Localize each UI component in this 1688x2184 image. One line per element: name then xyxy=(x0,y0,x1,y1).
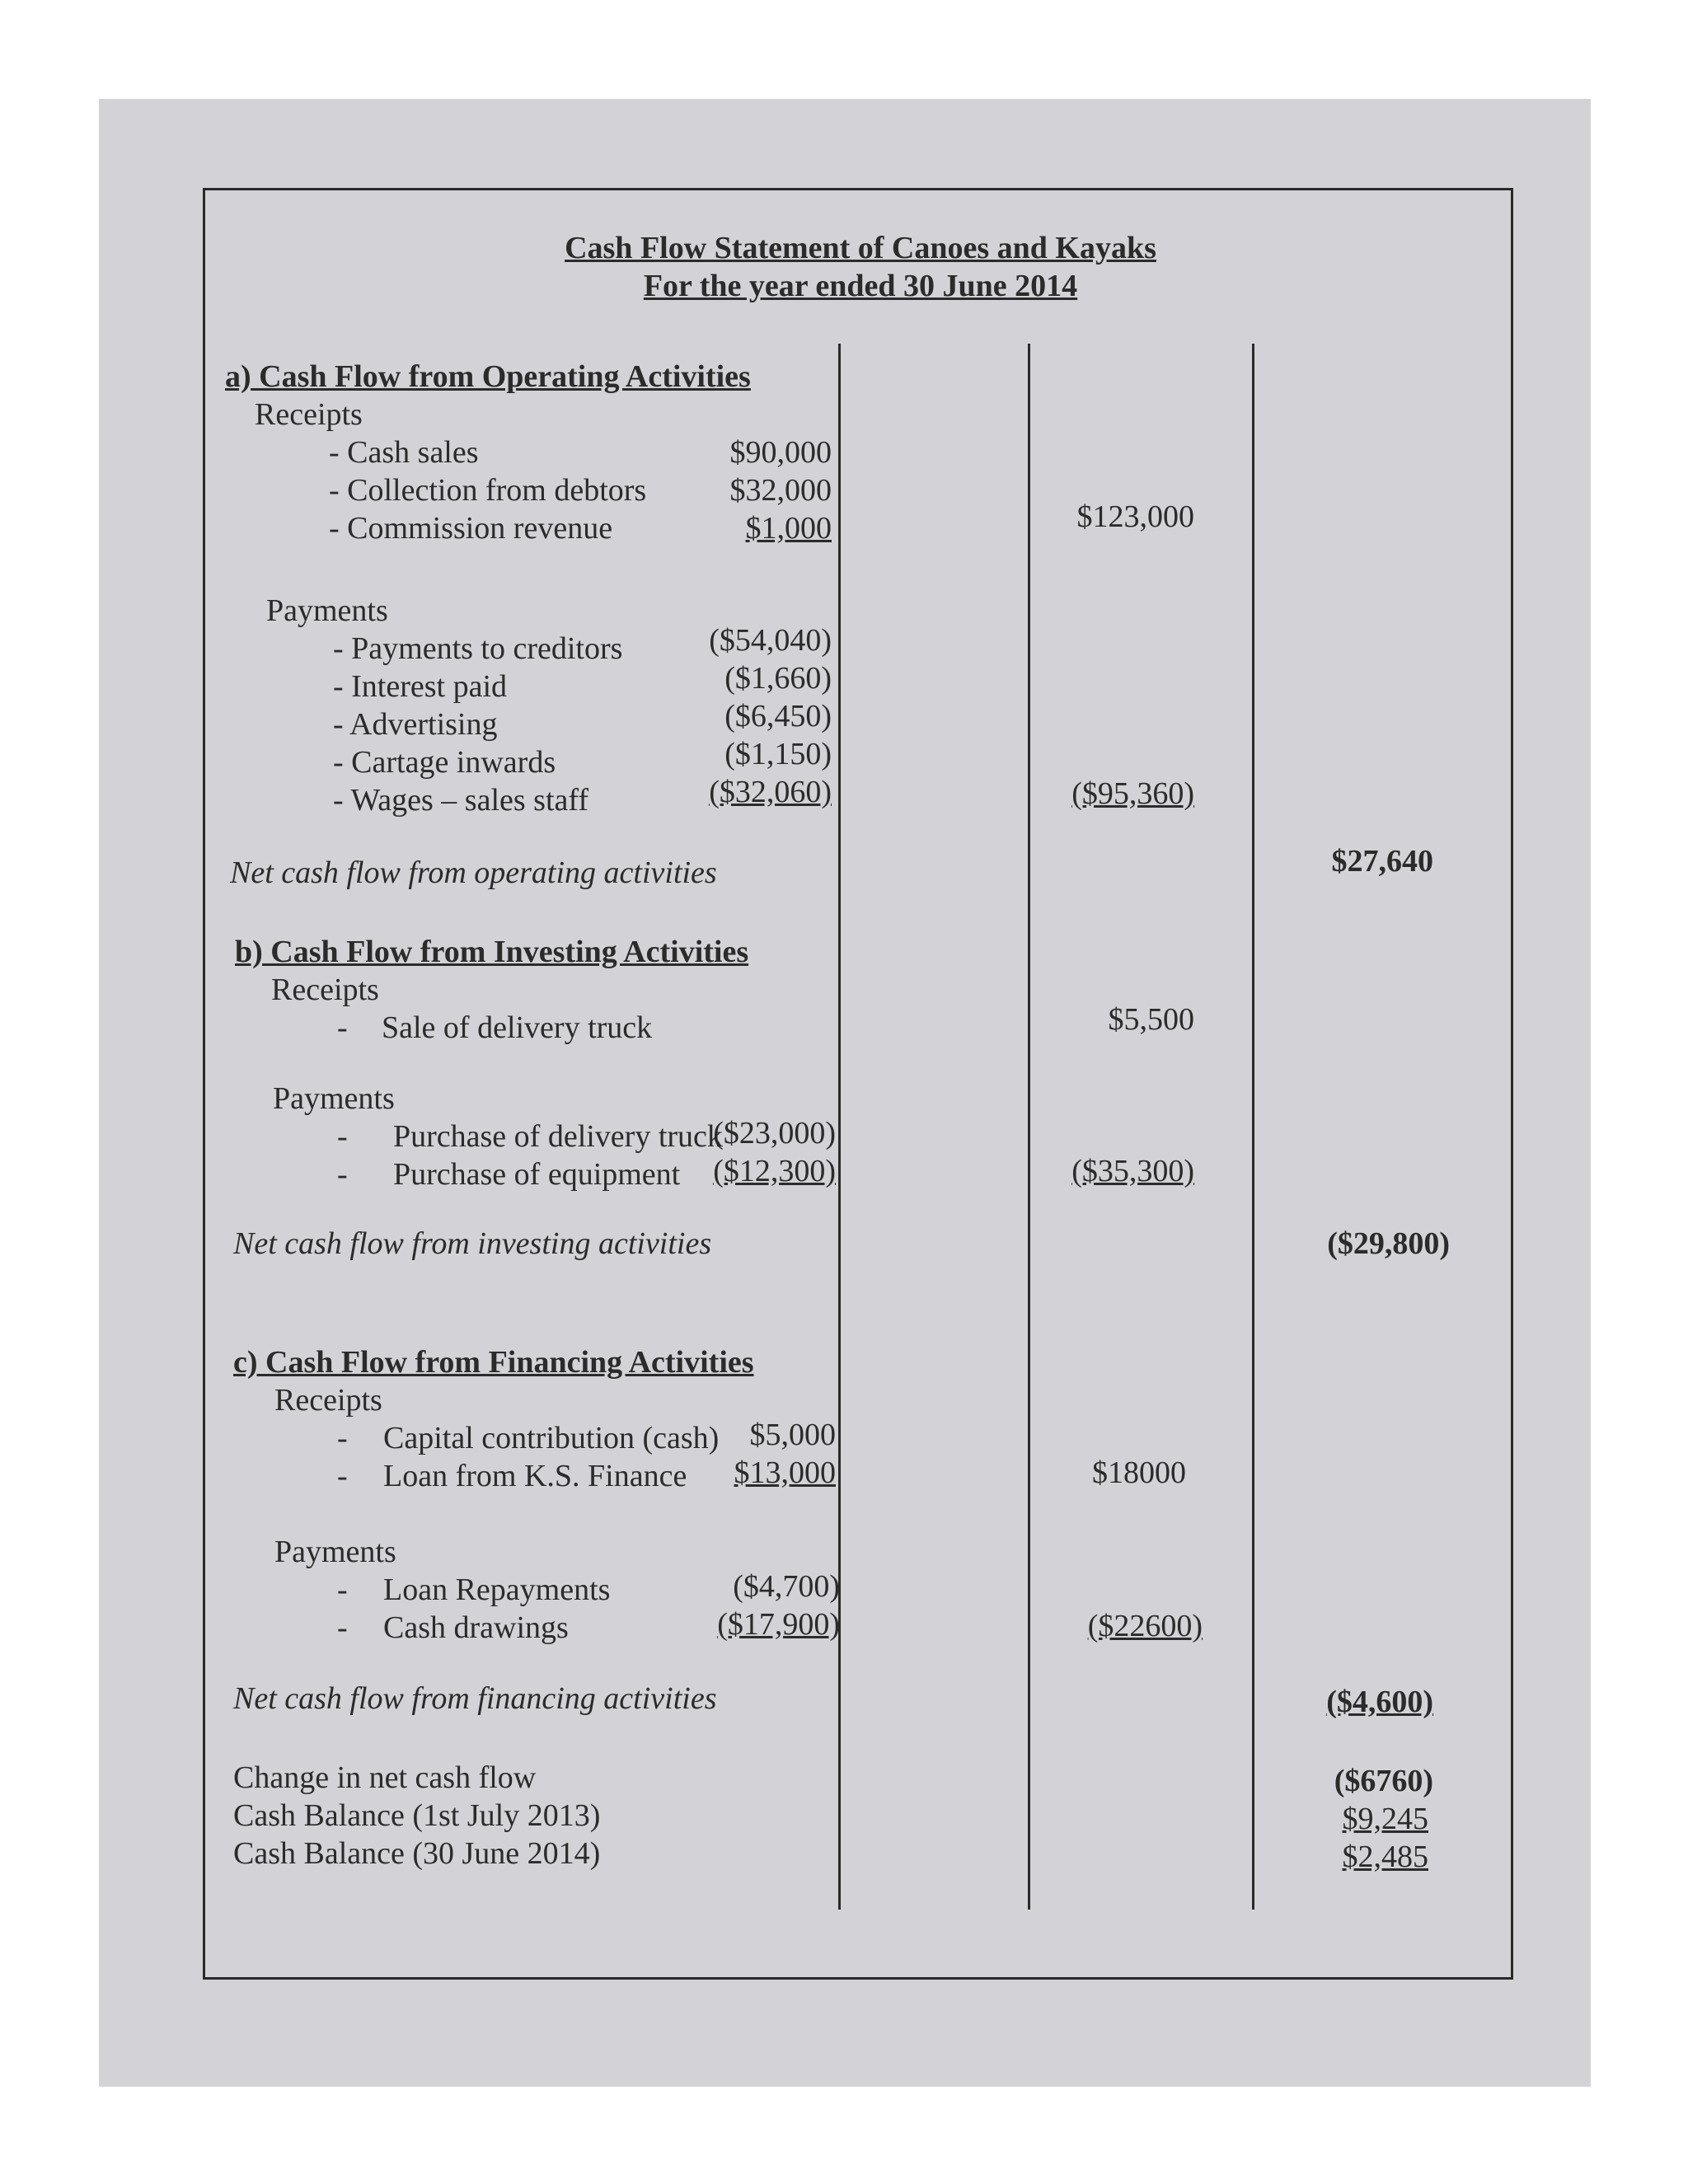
subtotal: ($22600) xyxy=(1087,1609,1203,1643)
subtotal: ($35,300) xyxy=(1071,1154,1194,1188)
amount: $5,000 xyxy=(749,1418,836,1452)
amount: $13,000 xyxy=(734,1455,836,1490)
column-divider-2 xyxy=(1028,344,1030,1910)
operating-payments-label: Payments xyxy=(266,593,388,628)
summary-value: $9,245 xyxy=(1342,1802,1428,1836)
net-investing-label: Net cash flow from investing activities xyxy=(233,1226,712,1261)
amount: ($12,300) xyxy=(713,1154,836,1188)
amount: ($1,150) xyxy=(724,737,832,771)
amount: ($17,900) xyxy=(717,1607,840,1642)
operating-receipts-label: Receipts xyxy=(255,397,363,432)
list-item: - Wages – sales staff xyxy=(333,783,589,818)
amount: ($23,000) xyxy=(713,1116,836,1151)
list-item: Capital contribution (cash) xyxy=(383,1421,720,1455)
summary-value: $2,485 xyxy=(1342,1840,1428,1874)
net-financing-label: Net cash flow from financing activities xyxy=(233,1681,717,1716)
financing-receipts-label: Receipts xyxy=(274,1383,382,1418)
list-item: - Collection from debtors xyxy=(329,473,647,508)
investing-receipts-label: Receipts xyxy=(271,972,379,1007)
bullet: - xyxy=(337,1459,348,1493)
net-operating-value: $27,640 xyxy=(1331,844,1433,879)
amount: ($32,060) xyxy=(709,775,832,809)
summary-label: Change in net cash flow xyxy=(233,1760,537,1795)
list-item: - Cash sales xyxy=(329,435,479,470)
investing-heading: b) Cash Flow from Investing Activities xyxy=(235,935,749,969)
bullet: - xyxy=(337,1421,348,1455)
net-investing-value: ($29,800) xyxy=(1327,1226,1450,1261)
amount: ($1,660) xyxy=(724,661,832,696)
net-operating-label: Net cash flow from operating activities xyxy=(230,855,717,890)
statement-subtitle: For the year ended 30 June 2014 xyxy=(643,269,1078,303)
amount: ($6,450) xyxy=(724,699,832,733)
list-item: Loan Repayments xyxy=(383,1572,611,1607)
subtotal: $123,000 xyxy=(1076,499,1194,534)
amount: $1,000 xyxy=(745,511,832,546)
amount: $90,000 xyxy=(729,435,832,470)
summary-label: Cash Balance (30 June 2014) xyxy=(233,1836,601,1871)
list-item: - Cartage inwards xyxy=(333,745,556,780)
bullet: - xyxy=(337,1157,348,1192)
list-item: Sale of delivery truck xyxy=(382,1010,653,1045)
list-item: Cash drawings xyxy=(383,1610,569,1645)
investing-payments-label: Payments xyxy=(273,1081,395,1116)
list-item: - Commission revenue xyxy=(329,511,613,546)
subtotal: $5,500 xyxy=(1108,1002,1194,1037)
list-item: Loan from K.S. Finance xyxy=(383,1459,687,1493)
financing-heading: c) Cash Flow from Financing Activities xyxy=(233,1345,754,1380)
list-item: - Advertising xyxy=(333,707,498,742)
cash-flow-statement xyxy=(203,188,1513,1980)
financing-payments-label: Payments xyxy=(274,1535,396,1569)
bullet: - xyxy=(337,1010,348,1045)
column-divider-1 xyxy=(838,344,841,1910)
bullet: - xyxy=(337,1572,348,1607)
list-item: - Payments to creditors xyxy=(333,631,623,666)
amount: ($54,040) xyxy=(709,623,832,658)
column-divider-3 xyxy=(1252,344,1254,1910)
subtotal: ($95,360) xyxy=(1071,776,1194,811)
statement-title: Cash Flow Statement of Canoes and Kayaks xyxy=(565,231,1156,265)
operating-heading: a) Cash Flow from Operating Activities xyxy=(225,359,751,394)
amount: $32,000 xyxy=(729,473,832,508)
list-item: - Interest paid xyxy=(333,669,508,704)
summary-value: ($6760) xyxy=(1334,1764,1433,1798)
summary-label: Cash Balance (1st July 2013) xyxy=(233,1798,601,1833)
bullet: - xyxy=(337,1610,348,1645)
bullet: - xyxy=(337,1119,348,1154)
list-item: Purchase of equipment xyxy=(393,1157,681,1192)
subtotal: $18000 xyxy=(1092,1455,1186,1490)
list-item: Purchase of delivery truck xyxy=(393,1119,723,1154)
net-financing-value: ($4,600) xyxy=(1326,1685,1433,1719)
amount: ($4,700) xyxy=(733,1569,840,1604)
